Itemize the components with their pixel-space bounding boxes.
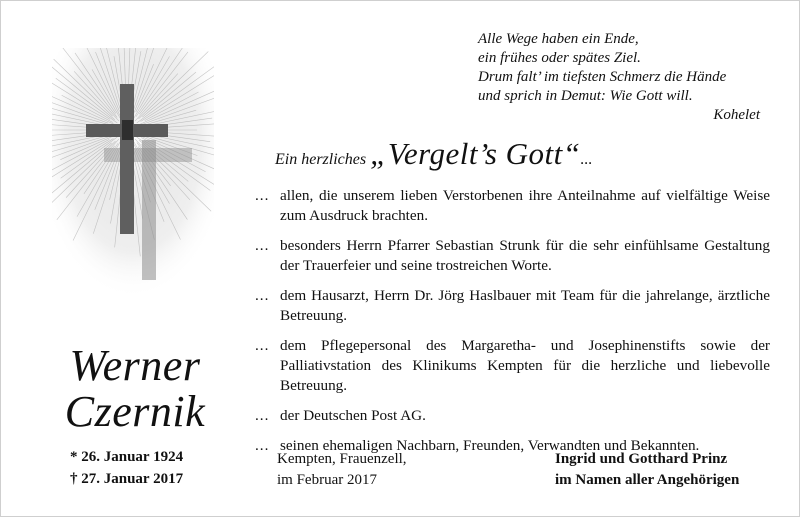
list-item	[255, 406, 770, 426]
list-item-dots: ...	[255, 337, 270, 354]
poem-line: Alle Wege haben ein Ende,	[478, 31, 639, 47]
list-item	[255, 186, 770, 226]
deceased-last-name: Czernik	[64, 387, 206, 436]
list-item-dots: ...	[255, 437, 270, 454]
radiant-cross-icon	[52, 48, 214, 310]
signers	[555, 449, 739, 491]
list-item-dots: ...	[255, 287, 270, 304]
list-item	[255, 236, 770, 276]
signer-subtitle: im Namen aller Angehörigen	[555, 472, 740, 488]
list-item	[255, 336, 770, 396]
deceased-first-name: Werner	[69, 341, 201, 390]
list-item-text: der Deutschen Post AG.	[280, 407, 426, 424]
list-item-text: seinen ehemaligen Nachbarn, Freunden, Verwandten und Bekannten.	[280, 437, 700, 454]
poem-line: und sprich in Demut: Wie Gott will.	[478, 88, 693, 104]
list-item-text: dem Pflegepersonal des Margaretha- und Josephinenstifts sowie der Palliativstation des Klinikums Kempten für die herzliche und liebevolle Betreuung.	[280, 337, 770, 394]
list-item-text: allen, die unserem lieben Verstorbenen ihre Anteilnahme auf vielfältige Weise zum Ausdruck brachten.	[280, 187, 770, 224]
death-date: † 27. Januar 2017	[70, 471, 184, 487]
signer-names: Ingrid und Gotthard Prinz	[555, 451, 728, 467]
poem	[478, 30, 768, 125]
thanks-heading	[275, 136, 593, 172]
heading-main: „Vergelt’s Gott“	[370, 136, 581, 171]
list-item	[255, 286, 770, 326]
place-line: Kempten, Frauenzell,	[277, 451, 407, 467]
poem-line: Drum falt’ im tiefsten Schmerz die Hände	[478, 69, 727, 85]
poem-source: Kohelet	[713, 107, 760, 123]
list-item-dots: ...	[255, 187, 270, 204]
list-item-text: besonders Herrn Pfarrer Sebastian Strunk für die sehr einfühlsame Gestaltung der Trauerfeier und seine trostreichen Worte.	[280, 237, 770, 274]
thanks-list	[255, 186, 770, 466]
date-line: im Februar 2017	[277, 472, 377, 488]
list-item-dots: ...	[255, 237, 270, 254]
birth-date: * 26. Januar 1924	[70, 449, 184, 465]
heading-suffix: ...	[580, 151, 593, 168]
heading-prefix: Ein herzliches	[275, 151, 367, 168]
list-item-dots: ...	[255, 407, 270, 424]
poem-line: ein frühes oder spätes Ziel.	[478, 50, 641, 66]
list-item-text: dem Hausarzt, Herrn Dr. Jörg Haslbauer mit Team für die jahrelange, ärztliche Betreuung.	[280, 287, 770, 324]
place-date	[277, 449, 407, 491]
